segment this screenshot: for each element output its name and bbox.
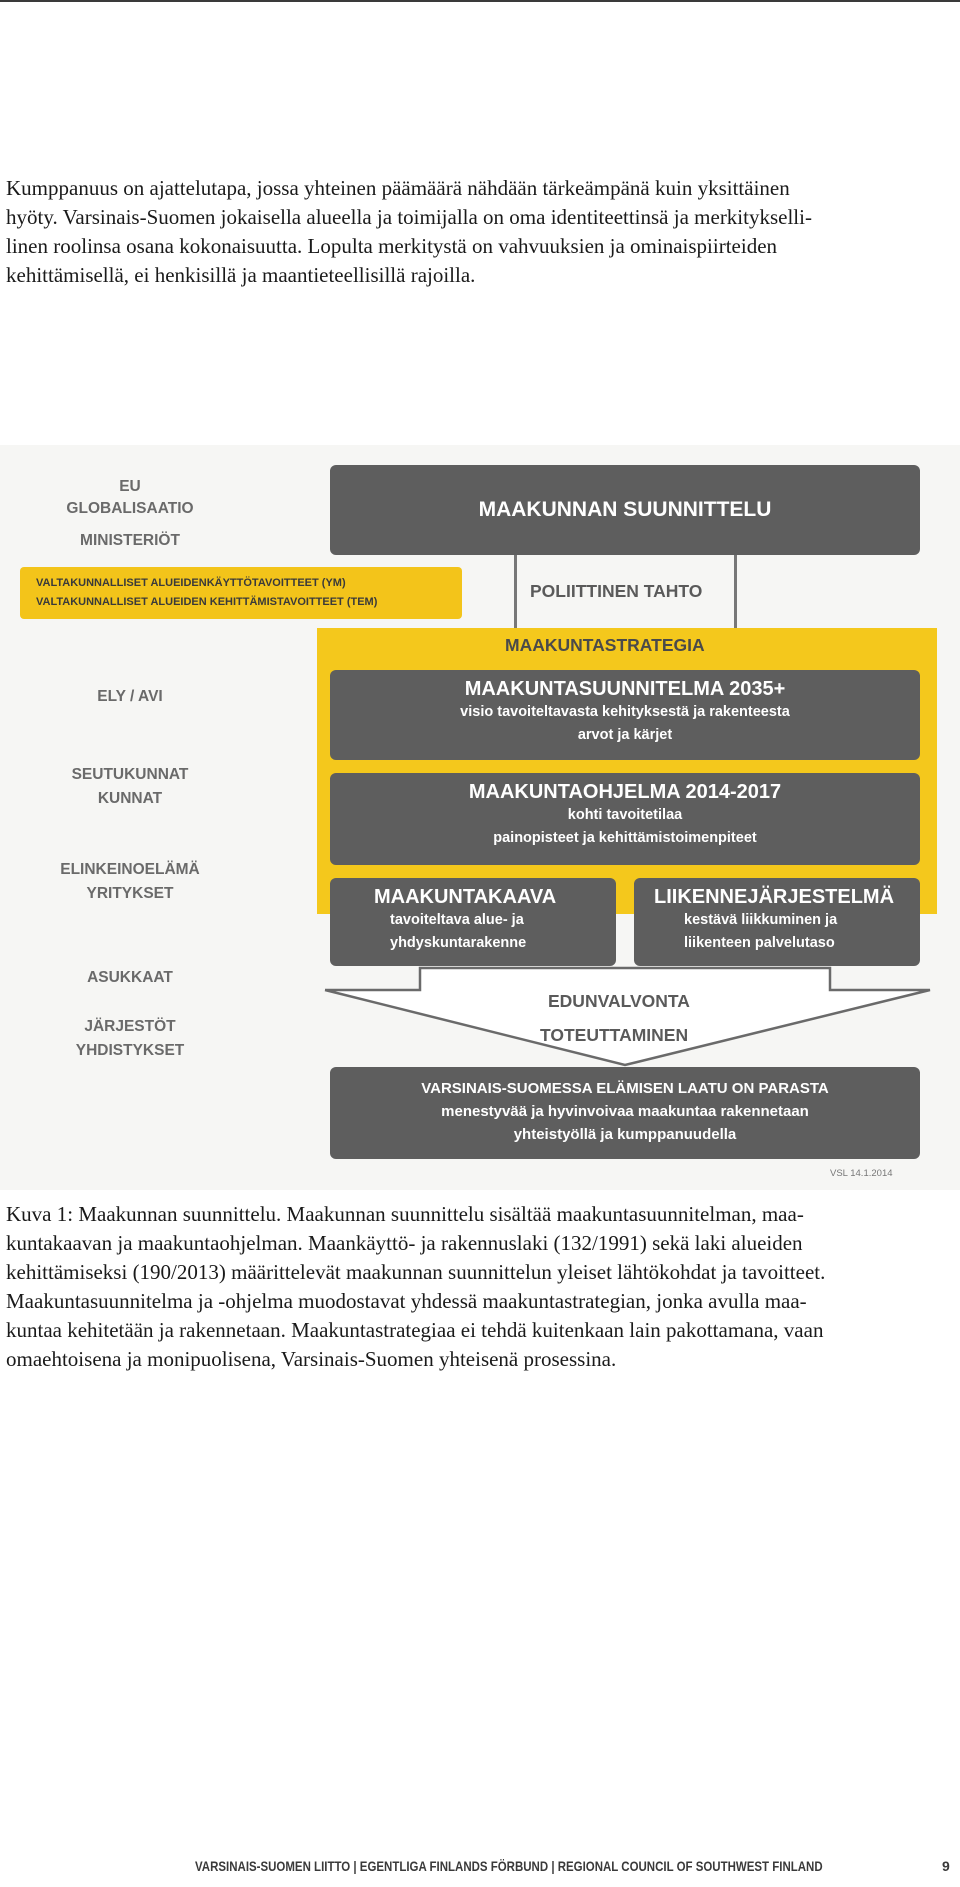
page-number: 9 xyxy=(942,1858,950,1874)
vision-box: VARSINAIS-SUOMESSA ELÄMISEN LAATU ON PARASTA menestyvää ja hyvinvoivaa maakuntaa rakennetaan yhteistyöllä ja kumppanuudella xyxy=(330,1067,920,1159)
caption-line: kuntakaavan ja maakuntaohjelman. Maankäyttö- ja rakennuslaki (132/1991) sekä laki alueiden xyxy=(6,1231,803,1255)
label-seutukunnat-kunnat: SEUTUKUNNAT KUNNAT xyxy=(71,766,189,807)
top-rule xyxy=(0,0,960,2)
diagram-date-stamp: VSL 14.1.2014 xyxy=(830,1168,893,1179)
label-ely-avi: ELY / AVI xyxy=(97,688,163,705)
planning-diagram xyxy=(0,445,960,1190)
intro-line: linen roolinsa osana kokonaisuutta. Lopulta merkitystä on vahvuuksien ja ominaispiirteiden xyxy=(6,234,778,258)
label-eu: EU xyxy=(119,478,141,495)
toteuttaminen-label: TOTEUTTAMINEN xyxy=(540,1025,689,1045)
label-globalisaatio: GLOBALISAATIO xyxy=(66,500,194,517)
intro-line: hyöty. Varsinais-Suomen jokaisella alueella ja toimijalla on oma identiteettinsä ja merkitykselli- xyxy=(6,205,812,229)
caption-line: Kuva 1: Maakunnan suunnittelu. Maakunnan suunnittelu sisältää maakuntasuunnitelman, maa- xyxy=(6,1202,804,1226)
label-elinkeinoelama-yritykset: ELINKEINOELÄMÄ YRITYKSET xyxy=(60,861,200,902)
page-footer: VARSINAIS-SUOMEN LIITTO | EGENTLIGA FINLANDS FÖRBUND | REGIONAL COUNCIL OF SOUTHWEST FINLAND xyxy=(195,1858,823,1874)
edunvalvonta-label: EDUNVALVONTA xyxy=(548,991,690,1011)
caption-line: omaehtoisena ja monipuolisena, Varsinais-Suomen yhteisenä prosessina. xyxy=(6,1347,617,1371)
caption-line: kuntaa kehitetään ja rakennetaan. Maakuntastrategiaa ei tehdä kuitenkaan lain pakottamana, vaan xyxy=(6,1318,824,1342)
label-ministeriot: MINISTERIÖT xyxy=(80,532,180,549)
caption-line: Maakuntasuunnitelma ja -ohjelma muodostavat yhdessä maakuntastrategian, jonka avulla maa- xyxy=(6,1289,807,1313)
liikennejarjestelma-box: LIIKENNEJÄRJESTELMÄ kestävä liikkuminen ja liikenteen palvelutaso xyxy=(634,878,920,966)
label-jarjestot-yhdistykset: JÄRJESTÖT YHDISTYKSET xyxy=(75,1018,185,1059)
national-goals-ym: VALTAKUNNALLISET ALUEIDENKÄYTTÖTAVOITTEET (YM) xyxy=(36,577,346,589)
maakuntastrategia-label: MAAKUNTASTRATEGIA xyxy=(505,635,705,655)
maakuntasuunnitelma-box: MAAKUNTASUUNNITELMA 2035+ visio tavoiteltavasta kehityksestä ja rakenteesta arvot ja kärjet xyxy=(330,670,920,760)
maakuntakaava-box: MAAKUNTAKAAVA tavoiteltava alue- ja yhdyskuntarakenne xyxy=(330,878,616,966)
caption-line: kehittämiseksi (190/2013) määrittelevät maakunnan suunnittelun yleiset lähtökohdat ja tavoitteet. xyxy=(6,1260,826,1284)
poliittinen-tahto-label: POLIITTINEN TAHTO xyxy=(530,581,703,601)
intro-line: Kumppanuus on ajattelutapa, jossa yhteinen päämäärä nähdään tärkeämpänä kuin yksittäinen xyxy=(6,176,790,200)
figure-caption xyxy=(6,1200,946,1374)
intro-paragraph xyxy=(6,174,946,290)
maakuntaohjelma-box: MAAKUNTAOHJELMA 2014-2017 kohti tavoitetilaa painopisteet ja kehittämistoimenpiteet xyxy=(330,773,920,865)
national-goals-tem: VALTAKUNNALLISET ALUEIDEN KEHITTÄMISTAVOITTEET (TEM) xyxy=(36,596,378,608)
intro-line: kehittämisellä, ei henkisillä ja maantieteellisillä rajoilla. xyxy=(6,263,476,287)
maakunnan-suunnittelu-box: MAAKUNNAN SUUNNITTELU xyxy=(330,465,920,555)
label-asukkaat: ASUKKAAT xyxy=(87,969,173,986)
